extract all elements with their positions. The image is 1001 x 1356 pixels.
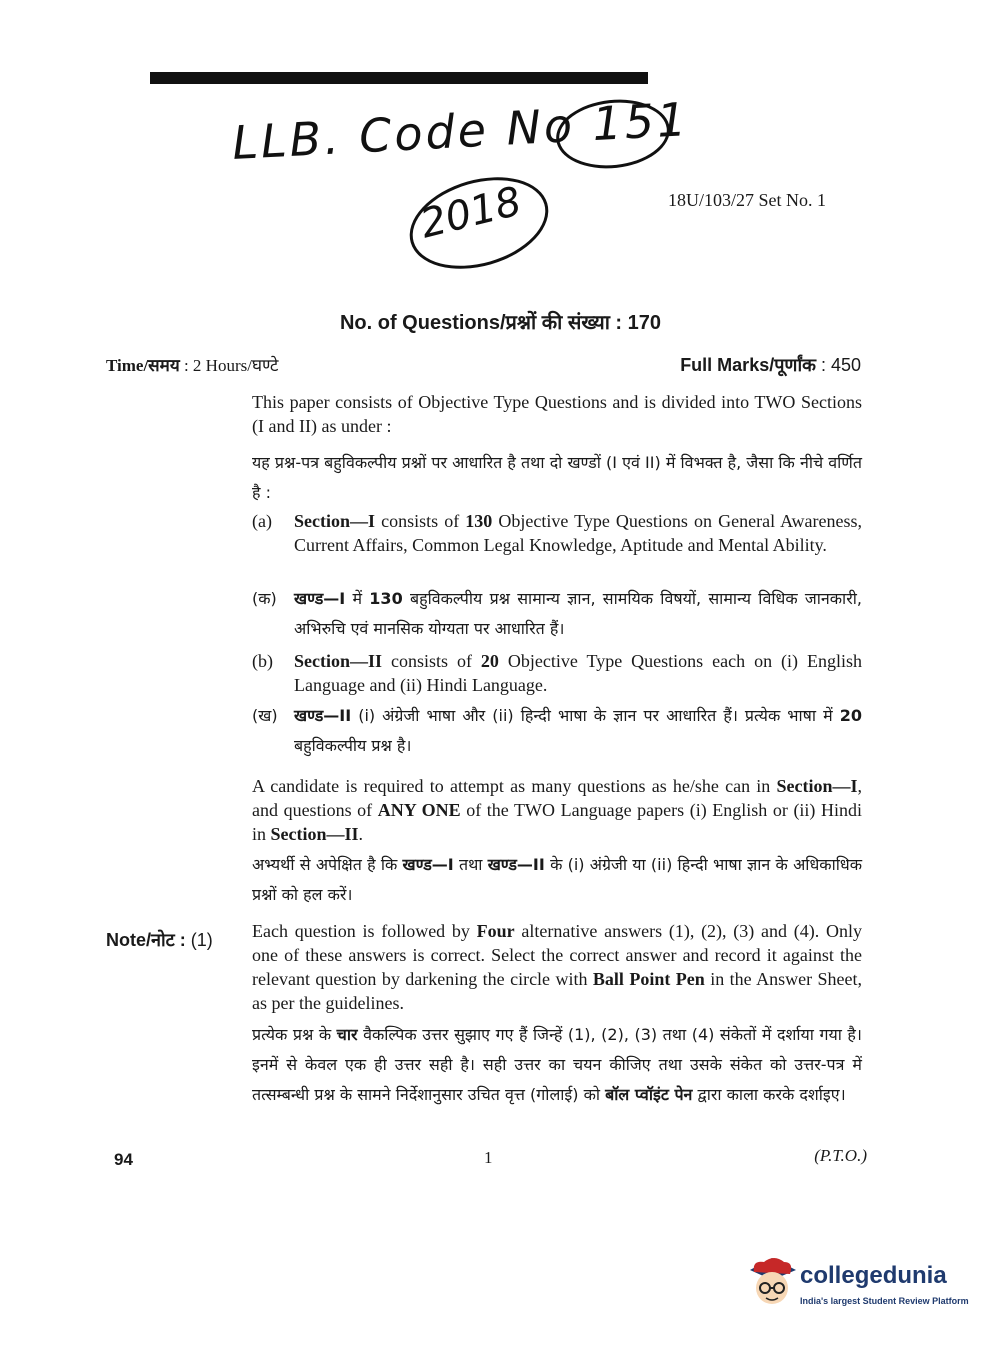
section-ka-pre: में: [345, 589, 370, 608]
candidate-en-t4: .: [358, 824, 364, 844]
note-en-t2: alternative answers (1), (2), (3) and (4). Only one of these answers is correct. Select the correct answer and record it against the relevant question by darkening the circle with: [252, 921, 862, 989]
note-en-b1: Four: [476, 921, 515, 941]
candidate-english: [252, 774, 862, 846]
section-ka-text: [294, 584, 862, 644]
section-ka-strong: खण्ड—I: [294, 589, 346, 608]
section-kha-num: 20: [839, 706, 862, 725]
note-hi-t1: प्रत्येक प्रश्न के: [252, 1025, 337, 1044]
logo-name: collegedunia: [800, 1262, 947, 1289]
intro-hindi: यह प्रश्न-पत्र बहुविकल्पीय प्रश्नों पर आधारित है तथा दो खण्डों (I एवं II) में विभक्त है, जैसा कि नीचे वर्णित है :: [252, 453, 862, 502]
section-b: [252, 649, 862, 697]
section-a-num: 130: [465, 511, 493, 531]
logo-tagline: India's largest Student Review Platform: [800, 1296, 969, 1306]
candidate-hi-b1: खण्ड—I: [402, 855, 454, 874]
note-label-line: [106, 928, 213, 952]
candidate-en-b1: Section—I: [776, 776, 858, 796]
note-en-b2: Ball Point Pen: [592, 969, 705, 989]
time-line: [106, 353, 278, 376]
top-scan-bar: [150, 72, 648, 84]
handwritten-code: LLB. Code No 151: [230, 92, 691, 170]
section-ka: [252, 584, 862, 644]
section-a-label: (a): [252, 511, 272, 531]
section-b-num: 20: [480, 651, 499, 671]
section-kha-pre: (i) अंग्रेजी भाषा और (ii) हिन्दी भाषा के ज्ञान पर आधारित हैं। प्रत्येक भाषा में: [351, 706, 840, 725]
section-b-label: (b): [252, 651, 273, 671]
section-kha-label: (ख): [252, 706, 278, 725]
handwritten-year: 2018: [415, 178, 526, 248]
section-a-pre: consists of: [375, 511, 466, 531]
page-number: 1: [484, 1148, 493, 1167]
section-kha: [252, 701, 862, 761]
section-b-text: [294, 649, 862, 697]
section-a-rest: Objective Type Questions on General Awareness, Current Affairs, Common Legal Knowledge, Aptitude and Mental Ability.: [294, 511, 862, 555]
section-ka-label: (क): [252, 589, 277, 608]
note-hindi: [252, 1020, 862, 1110]
note-number: (1): [190, 930, 213, 950]
candidate-hi-b2: खण्ड—II: [487, 855, 545, 874]
marks-label: Full Marks/पूर्णांक: [680, 355, 816, 375]
candidate-hi-t3: के (i) अंग्रेजी या (ii) हिन्दी भाषा ज्ञान के अधिकाधिक प्रश्नों को हल करें।: [252, 855, 862, 904]
candidate-hi-t1: अभ्यर्थी से अपेक्षित है कि: [252, 855, 403, 874]
time-label: Time/समय: [106, 356, 180, 375]
section-b-pre: consists of: [382, 651, 481, 671]
note-hi-t2: वैकल्पिक उत्तर सुझाए गए हैं जिन्हें (1), (2), (3) तथा (4) संकेतों में दर्शाया गया है। इनमें से केवल एक ही उत्तर सही है। सही उत्तर का चयन कीजिए तथा उसके संकेत को उत्तर-पत्र में तत्सम्बन्धी प्रश्न के सामने निर्देशानुसार उचित वृत्त (गोलाई) को: [252, 1025, 862, 1104]
collegedunia-mascot-icon: [744, 1250, 800, 1310]
candidate-en-t3: of the TWO Language papers (i) English or (ii) Hindi in: [252, 800, 863, 844]
marks-value: : 450: [820, 355, 861, 375]
note-hi-t3: द्वारा काला करके दर्शाइए।: [692, 1085, 846, 1104]
candidate-en-t2: , and questions of: [252, 776, 862, 820]
section-ka-rest: बहुविकल्पीय प्रश्न सामान्य ज्ञान, सामयिक विषयों, सामान्य विधिक जानकारी, अभिरुचि एवं मानसिक योग्यता पर आधारित हैं।: [294, 589, 862, 638]
section-kha-strong: खण्ड—II: [294, 706, 352, 725]
candidate-hindi: [252, 850, 862, 910]
set-number: 18U/103/27 Set No. 1: [668, 190, 827, 210]
section-a-text: [294, 509, 862, 557]
candidate-en-t1: A candidate is required to attempt as many questions as he/she can in: [252, 776, 777, 796]
page-title: No. of Questions/प्रश्नों की संख्या : 170: [339, 312, 662, 334]
note-english: [252, 919, 862, 1015]
marks-line: [680, 353, 861, 377]
section-a-strong: Section—I: [294, 511, 375, 531]
handwritten-year-circle: [399, 162, 559, 284]
section-b-strong: Section—II: [294, 651, 383, 671]
intro-english: This paper consists of Objective Type Questions and is divided into TWO Sections (I and II) as under :: [252, 392, 862, 436]
candidate-en-b2: ANY ONE: [377, 800, 461, 820]
footer-code: 94: [114, 1150, 133, 1169]
note-hi-b2: बॉल प्वॉइंट पेन: [605, 1085, 693, 1104]
candidate-hi-t2: तथा: [453, 855, 488, 874]
time-value: : 2 Hours/घण्टे: [183, 356, 279, 375]
section-a: [252, 509, 862, 557]
section-ka-num: 130: [369, 589, 403, 608]
section-kha-text: [294, 701, 862, 761]
section-kha-rest: बहुविकल्पीय प्रश्न है।: [294, 736, 412, 755]
note-en-t1: Each question is followed by: [252, 921, 477, 941]
note-label: Note/नोट :: [106, 930, 186, 950]
note-hi-b1: चार: [336, 1025, 358, 1044]
candidate-en-b3: Section—II: [270, 824, 359, 844]
pto-text: (P.T.O.): [814, 1146, 867, 1165]
section-b-rest: Objective Type Questions each on (i) English Language and (ii) Hindi Language.: [294, 651, 863, 695]
note-en-t3: in the Answer Sheet, as per the guidelines.: [252, 969, 862, 1013]
